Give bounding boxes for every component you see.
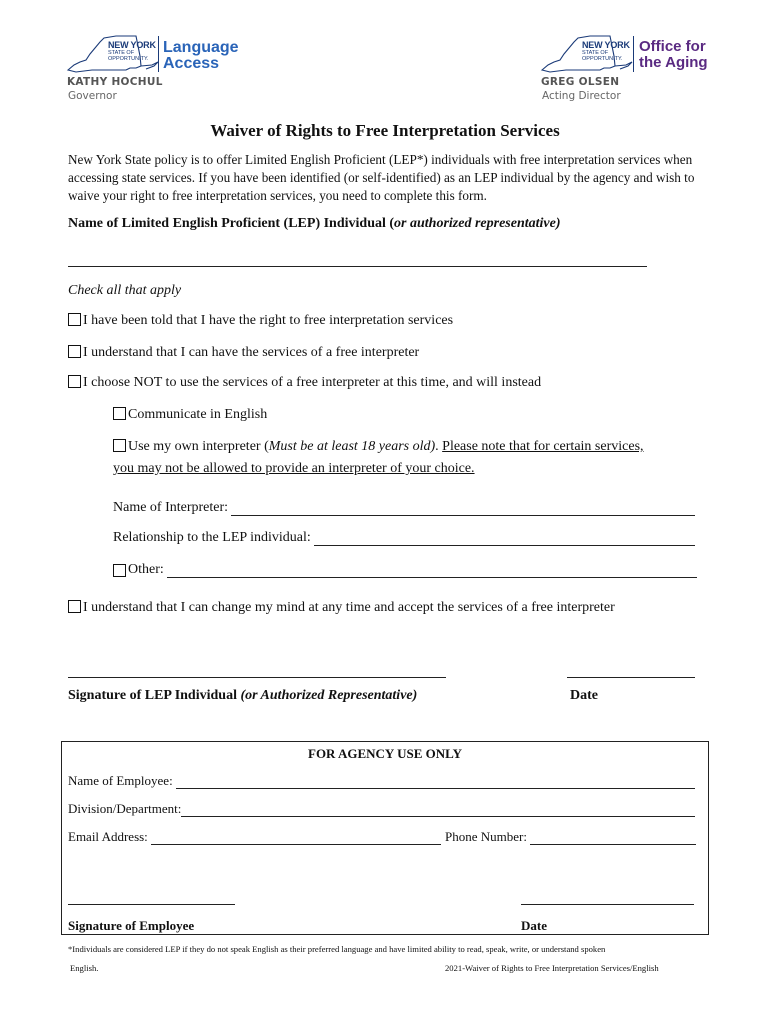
lep-signature-field[interactable]: [68, 677, 446, 678]
relationship-row: [113, 530, 695, 546]
office-for-the-aging-logo: [540, 32, 710, 77]
lep-name-heading: [68, 216, 561, 232]
own-interpreter-note-line-2: you may not be allowed to provide an interpreter of your choice.: [113, 461, 475, 476]
state-name: NEW YORK: [582, 40, 630, 50]
intro-paragraph: New York State policy is to offer Limited English Proficient (LEP*) individuals with free interpretation services when accessing state services. If you have been identified (or self-identified) as an LEP individual by the agency and wish to waive your right to free interpretation services, you need to complete this form.: [68, 152, 695, 203]
agency-use-title: FOR AGENCY USE ONLY: [308, 746, 462, 761]
agency-name-line-2: the Aging: [639, 54, 708, 71]
employee-signature-field[interactable]: [68, 904, 235, 905]
option-understand-free-label: I understand that I can have the services of a free interpreter: [83, 345, 420, 360]
lep-footnote: *Individuals are considered LEP if they do not speak English as their preferred language and have limited ability to read, speak, write, or understand spoken: [68, 944, 606, 954]
own-interpreter-mid: .: [435, 439, 443, 454]
lep-name-heading-text: Name of Limited English Proficient (LEP) Individual (: [68, 216, 395, 231]
other-row: [113, 562, 697, 578]
state-sub-line-1: STATE OF: [582, 50, 609, 56]
other-field[interactable]: [167, 563, 697, 578]
lep-name-field[interactable]: [68, 266, 647, 267]
checkbox-choose-not[interactable]: [68, 375, 81, 388]
option-understand-free[interactable]: [68, 345, 419, 361]
own-interpreter-age-note: Must be at least 18 years old): [268, 439, 436, 454]
sub-option-english[interactable]: [113, 407, 267, 423]
lep-date-label: Date: [570, 688, 598, 703]
lep-footnote-cont: English.: [70, 963, 99, 973]
document-id: 2021-Waiver of Rights to Free Interpretation Services/English: [445, 963, 659, 973]
checkbox-communicate-english[interactable]: [113, 407, 126, 420]
checkbox-change-mind[interactable]: [68, 600, 81, 613]
interpreter-name-label: Name of Interpreter:: [113, 500, 229, 515]
employee-date-field[interactable]: [521, 904, 694, 905]
own-interpreter-note-line-1: Please note that for certain services,: [442, 439, 644, 454]
option-told-right-label: I have been told that I have the right to free interpretation services: [83, 313, 454, 328]
logo-divider: [158, 36, 159, 72]
governor-name: KATHY HOCHUL: [67, 76, 163, 88]
phone-field[interactable]: [530, 830, 696, 845]
state-sub-line-2: OPPORTUNITY.: [108, 56, 149, 62]
sub-option-own-interpreter[interactable]: [113, 439, 644, 455]
email-field[interactable]: [151, 830, 441, 845]
lep-signature-label: [68, 688, 417, 704]
state-sub-line-1: STATE OF: [108, 50, 135, 56]
relationship-label: Relationship to the LEP individual:: [113, 530, 311, 545]
other-label: Other:: [128, 562, 164, 577]
own-interpreter-prefix: Use my own interpreter (: [128, 439, 269, 454]
check-all-instruction: Check all that apply: [68, 283, 182, 298]
state-sub-line-2: OPPORTUNITY.: [582, 56, 623, 62]
director-title: Acting Director: [542, 90, 621, 102]
division-row: [68, 801, 695, 817]
checkbox-told-right[interactable]: [68, 313, 81, 326]
checkbox-own-interpreter[interactable]: [113, 439, 126, 452]
checkbox-understand-free[interactable]: [68, 345, 81, 358]
checkbox-other[interactable]: [113, 564, 126, 577]
agency-name-line-1: Language: [163, 39, 239, 56]
language-access-logo: [66, 32, 246, 77]
employee-signature-label: Signature of Employee: [68, 918, 195, 933]
state-name: NEW YORK: [108, 40, 156, 50]
document-title: Waiver of Rights to Free Interpretation Services: [210, 121, 560, 140]
phone-row: [445, 829, 696, 845]
email-row: [68, 829, 441, 845]
phone-label: Phone Number:: [445, 829, 527, 844]
option-choose-not[interactable]: [68, 375, 541, 391]
employee-name-field[interactable]: [176, 774, 695, 789]
governor-title: Governor: [68, 90, 117, 102]
lep-signature-label-italic: (or Authorized Representative): [240, 688, 418, 703]
lep-signature-label-text: Signature of LEP Individual: [68, 688, 241, 703]
option-change-mind-label: I understand that I can change my mind at any time and accept the services of a free interpreter: [83, 600, 615, 615]
agency-name-line-1: Office for: [639, 38, 706, 55]
lep-date-field[interactable]: [567, 677, 695, 678]
division-field[interactable]: [181, 802, 695, 817]
employee-name-label: Name of Employee:: [68, 773, 173, 788]
sub-option-english-label: Communicate in English: [128, 407, 268, 422]
interpreter-name-row: [113, 500, 695, 516]
option-change-mind[interactable]: [68, 600, 615, 616]
employee-date-label: Date: [521, 918, 547, 933]
director-name: GREG OLSEN: [541, 76, 620, 88]
lep-name-heading-italic: or authorized representative): [394, 216, 561, 231]
relationship-field[interactable]: [314, 531, 695, 546]
option-choose-not-label: I choose NOT to use the services of a free interpreter at this time, and will instead: [83, 375, 542, 390]
employee-name-row: [68, 773, 695, 789]
division-label: Division/Department:: [68, 801, 182, 816]
logo-divider: [633, 36, 634, 72]
option-told-right[interactable]: [68, 313, 453, 329]
agency-name-line-2: Access: [163, 55, 220, 72]
interpreter-name-field[interactable]: [231, 501, 695, 516]
email-label: Email Address:: [68, 829, 148, 844]
